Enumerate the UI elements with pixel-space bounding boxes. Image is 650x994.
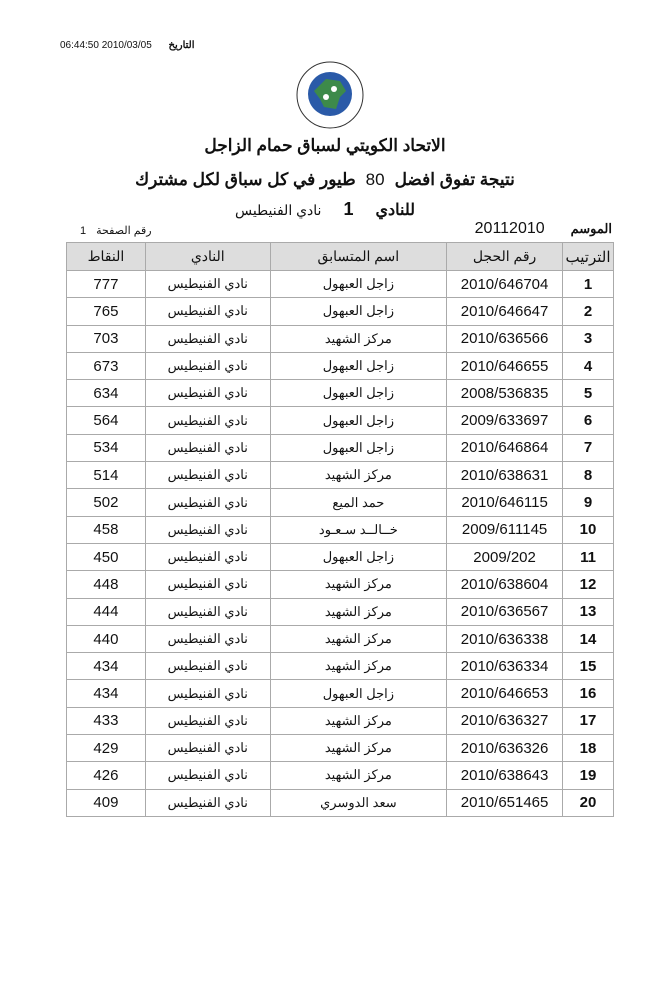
table-row [67,271,614,298]
ring-cell: 2008/536835 [447,380,563,407]
rank-cell: 11 [563,543,614,570]
name-cell: مركز الشهيد [270,462,447,489]
club-cell: نادي الفنيطيس [145,762,270,789]
ring-cell: 2010/636567 [447,598,563,625]
table-row [67,571,614,598]
name-cell: مركز الشهيد [270,653,447,680]
rank-cell: 4 [563,352,614,379]
rank-cell: 14 [563,625,614,652]
col-rank: الترتيب [563,243,614,271]
pts-cell: 450 [67,543,146,570]
pts-cell: 434 [67,680,146,707]
club-cell: نادي الفنيطيس [145,735,270,762]
page-label: رقم الصفحة [96,225,152,237]
ring-cell: 2010/638643 [447,762,563,789]
club-cell: نادي الفنيطيس [145,598,270,625]
rank-cell: 6 [563,407,614,434]
club-cell: نادي الفنيطيس [145,516,270,543]
table-row [67,380,614,407]
table-row [67,707,614,734]
table-row [67,680,614,707]
page-number [80,224,152,237]
ring-cell: 2010/636327 [447,707,563,734]
table-row [67,543,614,570]
rank-cell: 13 [563,598,614,625]
pts-cell: 514 [67,462,146,489]
club-cell: نادي الفنيطيس [145,789,270,816]
ring-cell: 2010/636326 [447,735,563,762]
ring-cell: 2010/638604 [447,571,563,598]
club-cell: نادي الفنيطيس [145,352,270,379]
rank-cell: 2 [563,298,614,325]
table-row [67,352,614,379]
name-cell: مركز الشهيد [270,707,447,734]
page-subtitle [0,170,650,190]
table-row [67,653,614,680]
rank-cell: 15 [563,653,614,680]
name-cell: مركز الشهيد [270,625,447,652]
pts-cell: 444 [67,598,146,625]
club-cell: نادي الفنيطيس [145,434,270,461]
ring-cell: 2009/202 [447,543,563,570]
rank-cell: 3 [563,325,614,352]
ring-cell: 2010/636566 [447,325,563,352]
rank-cell: 12 [563,571,614,598]
club-number: 1 [343,199,354,219]
page-value: 1 [80,225,87,237]
pts-cell: 564 [67,407,146,434]
name-cell: زاجل العبهول [270,543,447,570]
col-ring: رقم الحجل [447,243,563,271]
season [475,220,612,238]
rank-cell: 1 [563,271,614,298]
federation-logo [296,61,364,129]
club-cell: نادي الفنيطيس [145,680,270,707]
club-name: نادي الفنيطيس [234,202,322,218]
ring-cell: 2009/611145 [447,516,563,543]
ring-cell: 2010/638631 [447,462,563,489]
table-row [67,598,614,625]
pts-cell: 440 [67,625,146,652]
name-cell: زاجل العبهول [270,352,447,379]
pts-cell: 634 [67,380,146,407]
club-cell: نادي الفنيطيس [145,543,270,570]
club-label: للنادي [375,202,416,219]
rank-cell: 7 [563,434,614,461]
pts-cell: 458 [67,516,146,543]
rank-cell: 18 [563,735,614,762]
name-cell: زاجل العبهول [270,434,447,461]
ring-cell: 2009/633697 [447,407,563,434]
club-cell: نادي الفنيطيس [145,707,270,734]
club-line [0,199,650,220]
pts-cell: 429 [67,735,146,762]
pts-cell: 448 [67,571,146,598]
club-cell: نادي الفنيطيس [145,571,270,598]
pts-cell: 426 [67,762,146,789]
pts-cell: 777 [67,271,146,298]
col-name: اسم المتسابق [270,243,447,271]
pts-cell: 703 [67,325,146,352]
ring-cell: 2010/646647 [447,298,563,325]
subtitle-number: 80 [365,170,385,189]
pts-cell: 433 [67,707,146,734]
club-cell: نادي الفنيطيس [145,653,270,680]
table-row [67,762,614,789]
club-cell: نادي الفنيطيس [145,625,270,652]
name-cell: مركز الشهيد [270,735,447,762]
col-club: النادي [145,243,270,271]
rank-cell: 9 [563,489,614,516]
ring-cell: 2010/651465 [447,789,563,816]
rank-cell: 8 [563,462,614,489]
table-row [67,325,614,352]
rank-cell: 10 [563,516,614,543]
rank-cell: 19 [563,762,614,789]
name-cell: زاجل العبهول [270,380,447,407]
pts-cell: 502 [67,489,146,516]
table-row [67,789,614,816]
table-row [67,516,614,543]
ring-cell: 2010/646653 [447,680,563,707]
ring-cell: 2010/646115 [447,489,563,516]
name-cell: مركز الشهيد [270,762,447,789]
pts-cell: 434 [67,653,146,680]
pts-cell: 673 [67,352,146,379]
ring-cell: 2010/636334 [447,653,563,680]
ring-cell: 2010/646655 [447,352,563,379]
ring-cell: 2010/636338 [447,625,563,652]
ring-cell: 2010/646704 [447,271,563,298]
club-cell: نادي الفنيطيس [145,271,270,298]
col-points: النقاط [67,243,146,271]
subtitle-post: طيور في كل سباق لكل مشترك [135,170,356,189]
name-cell: مركز الشهيد [270,598,447,625]
club-cell: نادي الفنيطيس [145,380,270,407]
ring-cell: 2010/646864 [447,434,563,461]
season-label: الموسم [570,221,612,236]
club-cell: نادي الفنيطيس [145,325,270,352]
pts-cell: 409 [67,789,146,816]
name-cell: خــالــد سـعـود [270,516,447,543]
table-row [67,407,614,434]
date-value: 06:44:50 2010/03/05 [60,40,152,51]
pts-cell: 765 [67,298,146,325]
print-date [60,40,195,51]
name-cell: زاجل العبهول [270,407,447,434]
table-row [67,462,614,489]
club-cell: نادي الفنيطيس [145,407,270,434]
rank-cell: 20 [563,789,614,816]
results-table [66,242,614,817]
table-row [67,625,614,652]
name-cell: زاجل العبهول [270,271,447,298]
name-cell: حمد الميع [270,489,447,516]
rank-cell: 5 [563,380,614,407]
table-row [67,434,614,461]
name-cell: زاجل العبهول [270,680,447,707]
club-cell: نادي الفنيطيس [145,489,270,516]
rank-cell: 17 [563,707,614,734]
season-value: 20112010 [474,220,545,237]
name-cell: مركز الشهيد [270,325,447,352]
table-row [67,489,614,516]
table-row [67,298,614,325]
pts-cell: 534 [67,434,146,461]
club-cell: نادي الفنيطيس [145,462,270,489]
page-title: الاتحاد الكويتي لسباق حمام الزاجل [204,136,446,155]
name-cell: مركز الشهيد [270,571,447,598]
subtitle-pre: نتيجة تفوق افضل [394,170,515,189]
table-header [67,243,614,271]
name-cell: سعد الدوسري [270,789,447,816]
rank-cell: 16 [563,680,614,707]
date-label: التاريخ [168,40,195,51]
club-cell: نادي الفنيطيس [145,298,270,325]
name-cell: زاجل العبهول [270,298,447,325]
table-row [67,735,614,762]
